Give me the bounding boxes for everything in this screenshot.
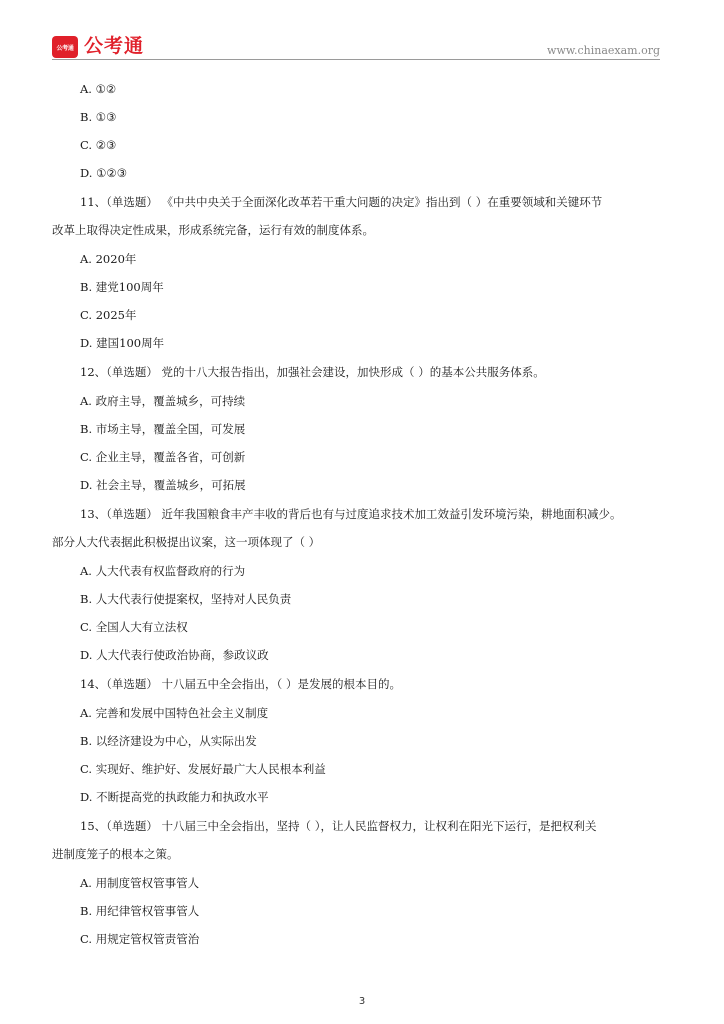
option-line: C. ②③ xyxy=(80,138,117,152)
option-line: A. 用制度管权管事管人 xyxy=(80,876,200,890)
question-11-stem-continued: 改革上取得决定性成果，形成系统完备，运行有效的制度体系。 xyxy=(52,223,374,237)
option-line: C. 全国人大有立法权 xyxy=(80,620,188,634)
option-line: B. 人大代表行使提案权，坚持对人民负责 xyxy=(80,592,292,606)
option-line: A. 完善和发展中国特色社会主义制度 xyxy=(80,706,269,720)
option-line: B. 用纪律管权管事管人 xyxy=(80,904,200,918)
option-line: B. 市场主导，覆盖全国，可发展 xyxy=(80,422,246,436)
option-line: C. 用规定管权管责管治 xyxy=(80,932,200,946)
question-14-stem: 14、（单选题） 十八届五中全会指出，（ ）是发展的根本目的。 xyxy=(80,677,401,691)
page-header xyxy=(52,34,660,60)
question-11-stem: 11、（单选题） 《中共中央关于全面深化改革若干重大问题的决定》指出到（ ）在重要领域和关键环节 xyxy=(80,195,603,209)
option-line: A. 政府主导，覆盖城乡，可持续 xyxy=(80,394,246,408)
question-13-stem: 13、（单选题） 近年我国粮食丰产丰收的背后也有与过度追求技术加工效益引发环境污染，耕地面积减少。 xyxy=(80,507,622,521)
site-url[interactable]: www.chinaexam.org xyxy=(547,44,660,57)
question-12-stem: 12、（单选题） 党的十八大报告指出，加强社会建设，加快形成（ ）的基本公共服务体系。 xyxy=(80,365,545,379)
question-15-stem-continued: 进制度笼子的根本之策。 xyxy=(52,847,179,861)
logo-badge-icon: 公考通 xyxy=(52,36,78,58)
logo-text: 公考通 xyxy=(84,35,145,57)
option-line: C. 实现好、维护好、发展好最广大人民根本利益 xyxy=(80,762,326,776)
option-line: D. 不断提高党的执政能力和执政水平 xyxy=(80,790,269,804)
option-line: B. 以经济建设为中心，从实际出发 xyxy=(80,734,257,748)
option-line: A. 2020年 xyxy=(80,252,137,266)
option-line: B. 建党100周年 xyxy=(80,280,164,294)
option-line: D. 建国100周年 xyxy=(80,336,165,350)
page-number: 3 xyxy=(358,996,366,1007)
option-line: D. 人大代表行使政治协商，参政议政 xyxy=(80,648,269,662)
option-line: A. 人大代表有权监督政府的行为 xyxy=(80,564,246,578)
option-line: C. 企业主导，覆盖各省，可创新 xyxy=(80,450,246,464)
question-13-stem-continued: 部分人大代表据此积极提出议案，这一项体现了（ ） xyxy=(52,535,321,549)
option-line: B. ①③ xyxy=(80,110,117,124)
option-line: A. ①② xyxy=(80,82,117,96)
option-line: D. 社会主导，覆盖城乡，可拓展 xyxy=(80,478,246,492)
header-divider xyxy=(52,59,660,60)
option-line: C. 2025年 xyxy=(80,308,137,322)
question-15-stem: 15、（单选题） 十八届三中全会指出，坚持（ ），让人民监督权力，让权利在阳光下运行，是把权利关 xyxy=(80,819,597,833)
option-line: D. ①②③ xyxy=(80,166,128,180)
